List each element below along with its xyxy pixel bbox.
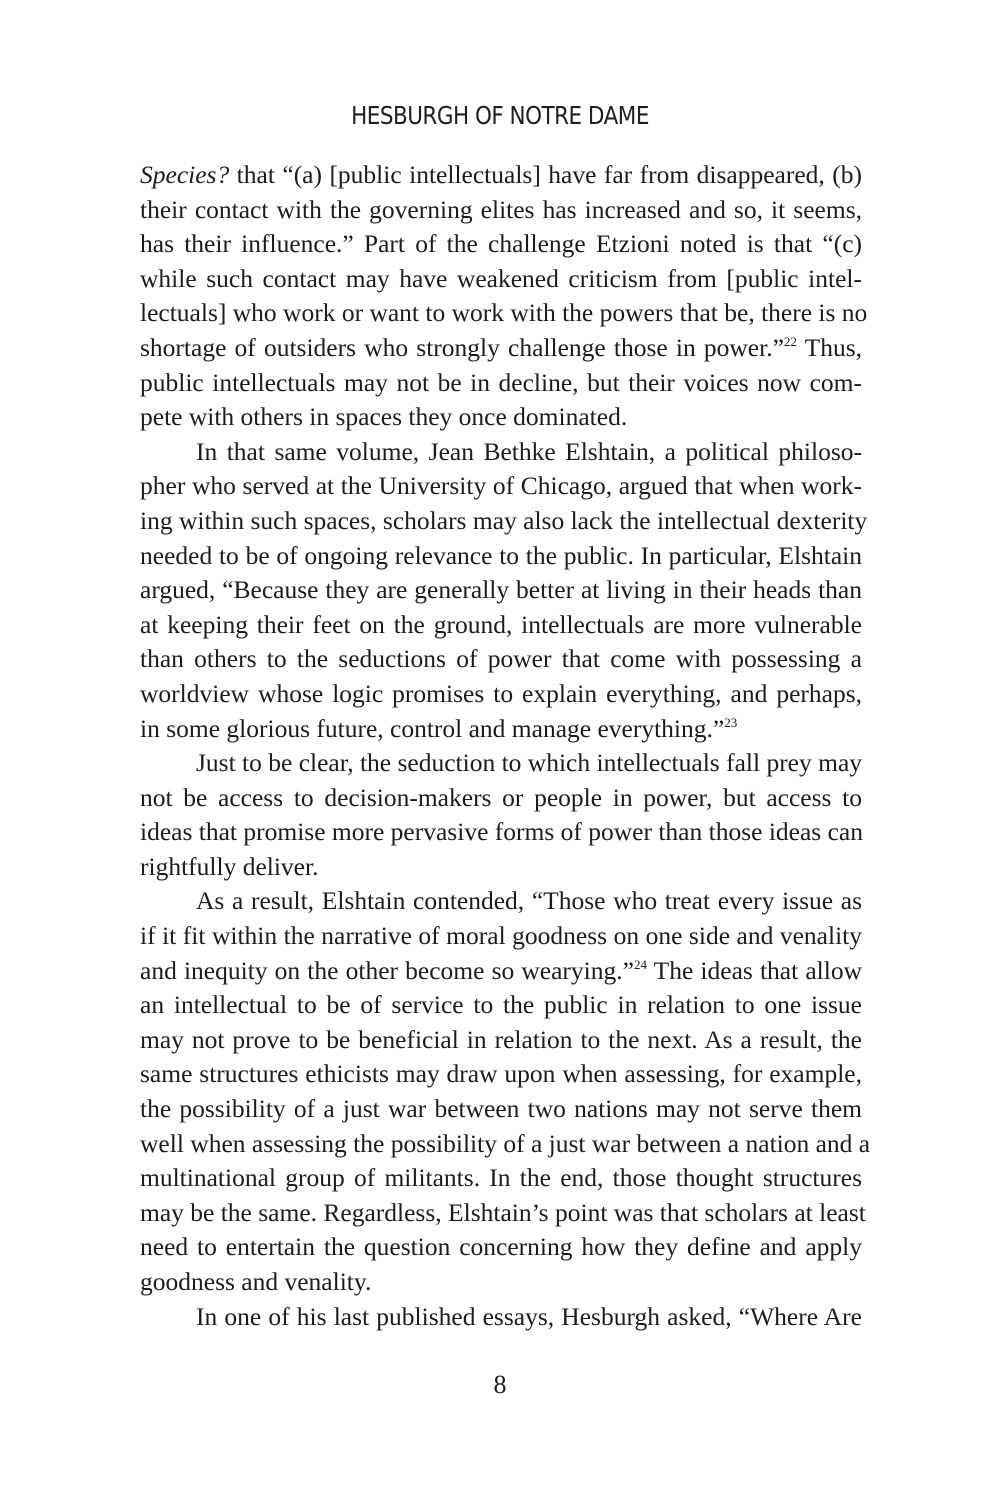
text-line: ing within such spaces, scholars may also lack the intellectual dexterity <box>140 505 868 535</box>
text-line: public intellectuals may not be in decline, but their voices now com- <box>140 367 862 397</box>
text-line <box>140 712 862 747</box>
text-line: if it fit within the narrative of moral goodness on one side and venality <box>140 921 862 951</box>
text-line: the possibility of a just war between two nations may not serve them <box>140 1094 862 1124</box>
text-line: their contact with the governing elites has increased and so, it seems, <box>140 194 862 224</box>
footnote-ref: 22 <box>783 333 797 349</box>
text-line: Just to be clear, the seduction to which intellectuals fall prey may <box>196 748 863 778</box>
text-line: goodness and venality. <box>140 1267 372 1296</box>
text-line: at keeping their feet on the ground, intellectuals are more vulnerable <box>140 609 862 639</box>
text-run: shortage of outsiders who strongly challenge those in power.” <box>140 332 784 362</box>
running-head: HESBURGH OF NOTRE DAME <box>351 101 649 130</box>
text-line: well when assessing the possibility of a just war between a nation and a <box>140 1128 871 1158</box>
text-line: may be the same. Regardless, Elshtain’s point was that scholars at least <box>140 1197 866 1227</box>
text-line: worldview whose logic promises to explain everything, and perhaps, <box>140 678 862 708</box>
text-line: than others to the seductions of power that come with possessing a <box>140 644 862 674</box>
text-run: and inequity on the other become so wearying.” <box>140 955 634 985</box>
text-line: may not prove to be beneficial in relation to the next. As a result, the <box>140 1024 862 1054</box>
text-line: As a result, Elshtain contended, “Those who treat every issue as <box>196 886 862 916</box>
text-line: ideas that promise more pervasive forms of power than those ideas can <box>140 817 863 847</box>
text-line <box>140 954 862 989</box>
footnote-ref: 23 <box>724 714 738 730</box>
text-run: that “(a) [public intellectuals] have far from disappeared, (b) <box>229 160 862 189</box>
text-line: same structures ethicists may draw upon when assessing, for example, <box>140 1059 862 1089</box>
text-line: an intellectual to be of service to the public in relation to one issue <box>140 990 862 1020</box>
text-line: pher who served at the University of Chicago, argued that when work- <box>140 471 862 501</box>
italic-title: Species? <box>140 160 230 189</box>
text-line: has their influence.” Part of the challenge Etzioni noted is that “(c) <box>140 229 862 259</box>
text-line: argued, “Because they are generally better at living in their heads than <box>140 575 862 605</box>
text-line <box>140 331 862 366</box>
page-number: 8 <box>493 1370 507 1399</box>
text-run: in some glorious future, control and manage everything.” <box>140 713 725 743</box>
text-line: In that same volume, Jean Bethke Elshtain, a political philoso- <box>196 436 862 466</box>
text-line: pete with others in spaces they once dominated. <box>140 402 628 432</box>
text-line: rightfully deliver. <box>140 851 319 881</box>
body-text <box>140 158 871 1334</box>
text-line: need to entertain the question concerning how they define and apply <box>140 1232 862 1262</box>
text-line <box>140 158 862 193</box>
text-line: multinational group of militants. In the end, those thought structures <box>140 1163 862 1193</box>
text-line: not be access to decision-makers or people in power, but access to <box>140 782 862 812</box>
text-line: needed to be of ongoing relevance to the public. In particular, Elshtain <box>140 540 862 570</box>
text-line: In one of his last published essays, Hesburgh asked, “Where Are <box>196 1301 862 1331</box>
footnote-ref: 24 <box>633 956 647 972</box>
text-run: The ideas that allow <box>646 955 862 985</box>
text-line: while such contact may have weakened criticism from [public intel- <box>140 263 862 293</box>
text-line: lectuals] who work or want to work with the powers that be, there is no <box>140 298 868 328</box>
text-run: Thus, <box>796 332 862 362</box>
